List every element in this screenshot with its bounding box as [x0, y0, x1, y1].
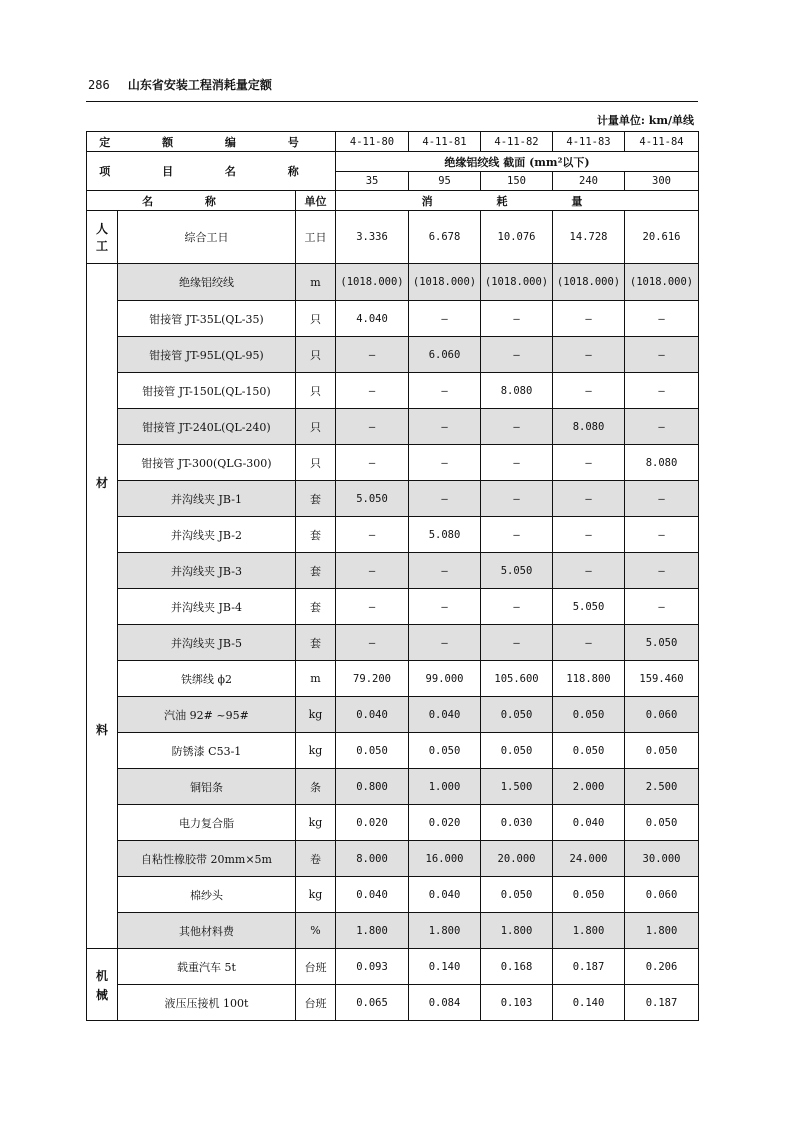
item-unit: m: [296, 264, 336, 301]
item-name: 绝缘铝绞线: [118, 264, 296, 301]
table-row: [87, 985, 699, 1021]
value-cell: —: [336, 553, 409, 589]
value-cell: 1.800: [481, 913, 553, 949]
labor-category-char: 人: [95, 222, 108, 236]
value-cell: 1.800: [625, 913, 699, 949]
value-cell: 16.000: [409, 841, 481, 877]
value-cell: 2.500: [625, 769, 699, 805]
item-unit: 只: [296, 301, 336, 337]
value-cell: —: [336, 445, 409, 481]
value-cell: 1.800: [553, 913, 625, 949]
material-category-char: 材: [95, 476, 108, 490]
value-cell: 0.040: [553, 805, 625, 841]
code-cell: 4-11-84: [625, 132, 699, 152]
value-cell: 0.187: [553, 949, 625, 985]
table-row: [87, 949, 699, 985]
item-name: 综合工日: [118, 211, 296, 264]
value-cell: 8.080: [625, 445, 699, 481]
table-row: [87, 264, 699, 301]
item-unit: 工日: [296, 211, 336, 264]
item-name: 其他材料费: [118, 913, 296, 949]
table-row: [87, 733, 699, 769]
value-cell: 0.065: [336, 985, 409, 1021]
value-cell: 0.040: [336, 697, 409, 733]
item-title: 绝缘铝绞线 截面 (mm²以下): [336, 152, 699, 172]
value-cell: 0.050: [625, 733, 699, 769]
item-unit: 卷: [296, 841, 336, 877]
item-unit: 套: [296, 553, 336, 589]
table-row: [87, 445, 699, 481]
value-cell: —: [336, 625, 409, 661]
value-cell: 0.140: [409, 949, 481, 985]
item-unit: 只: [296, 337, 336, 373]
table-row: [87, 481, 699, 517]
value-cell: 0.140: [553, 985, 625, 1021]
value-cell: —: [553, 445, 625, 481]
item-unit: kg: [296, 805, 336, 841]
item-unit: kg: [296, 733, 336, 769]
value-cell: —: [481, 301, 553, 337]
col-consume-header: 消 耗 量: [336, 191, 699, 211]
value-cell: 0.050: [553, 697, 625, 733]
value-cell: 0.060: [625, 697, 699, 733]
value-cell: 0.040: [409, 697, 481, 733]
quota-table: [86, 131, 699, 1021]
value-cell: 0.187: [625, 985, 699, 1021]
value-cell: 6.060: [409, 337, 481, 373]
value-cell: —: [553, 373, 625, 409]
value-cell: —: [625, 553, 699, 589]
item-name: 并沟线夹 JB-1: [118, 481, 296, 517]
value-cell: —: [481, 517, 553, 553]
value-cell: 6.678: [409, 211, 481, 264]
value-cell: 4.040: [336, 301, 409, 337]
value-cell: (1018.000): [553, 264, 625, 301]
table-row: [87, 589, 699, 625]
item-name: 钳接管 JT-240L(QL-240): [118, 409, 296, 445]
item-name: 并沟线夹 JB-4: [118, 589, 296, 625]
table-row: [87, 211, 699, 264]
item-unit: 只: [296, 445, 336, 481]
value-cell: —: [409, 445, 481, 481]
item-name: 铁绑线 ϕ2: [118, 661, 296, 697]
value-cell: —: [625, 517, 699, 553]
value-cell: 0.050: [553, 877, 625, 913]
item-name: 钳接管 JT-35L(QL-35): [118, 301, 296, 337]
book-title: 山东省安装工程消耗量定额: [127, 78, 272, 92]
item-unit: 只: [296, 409, 336, 445]
value-cell: —: [409, 553, 481, 589]
value-cell: 159.460: [625, 661, 699, 697]
item-name: 汽油 92# ~95#: [118, 697, 296, 733]
value-cell: 0.050: [625, 805, 699, 841]
value-cell: —: [481, 337, 553, 373]
value-cell: 0.206: [625, 949, 699, 985]
item-unit: 只: [296, 373, 336, 409]
value-cell: 0.050: [553, 733, 625, 769]
table-row: [87, 337, 699, 373]
table-row: [87, 841, 699, 877]
section-cell: 95: [409, 172, 481, 191]
value-cell: 5.050: [553, 589, 625, 625]
item-title-row: [87, 152, 699, 172]
item-unit: m: [296, 661, 336, 697]
value-cell: 0.093: [336, 949, 409, 985]
unit-note: 计量单位: km/单线: [596, 114, 694, 127]
value-cell: 0.020: [336, 805, 409, 841]
value-cell: —: [336, 373, 409, 409]
item-name: 并沟线夹 JB-3: [118, 553, 296, 589]
value-cell: 0.020: [409, 805, 481, 841]
item-name: 并沟线夹 JB-2: [118, 517, 296, 553]
value-cell: (1018.000): [336, 264, 409, 301]
value-cell: 0.168: [481, 949, 553, 985]
value-cell: —: [336, 337, 409, 373]
value-cell: —: [409, 301, 481, 337]
table-row: [87, 625, 699, 661]
value-cell: 1.000: [409, 769, 481, 805]
value-cell: 20.616: [625, 211, 699, 264]
value-cell: —: [336, 409, 409, 445]
table-row: [87, 805, 699, 841]
value-cell: 79.200: [336, 661, 409, 697]
labor-category: [87, 211, 118, 264]
value-cell: 5.050: [625, 625, 699, 661]
value-cell: 10.076: [481, 211, 553, 264]
code-cell: 4-11-83: [553, 132, 625, 152]
item-name: 电力复合脂: [118, 805, 296, 841]
value-cell: 118.800: [553, 661, 625, 697]
value-cell: —: [409, 373, 481, 409]
value-cell: 20.000: [481, 841, 553, 877]
table-row: [87, 697, 699, 733]
col-unit-header: 单位: [296, 191, 336, 211]
value-cell: —: [336, 517, 409, 553]
item-unit: 套: [296, 625, 336, 661]
col-name-header: 名 称: [87, 191, 296, 211]
item-unit: 套: [296, 589, 336, 625]
item-unit: 套: [296, 517, 336, 553]
value-cell: 1.500: [481, 769, 553, 805]
material-category: [87, 264, 118, 949]
code-cell: 4-11-82: [481, 132, 553, 152]
value-cell: 0.030: [481, 805, 553, 841]
machine-category-char: 械: [95, 987, 108, 1002]
table-row: [87, 877, 699, 913]
table-row: [87, 661, 699, 697]
item-name: 钳接管 JT-300(QLG-300): [118, 445, 296, 481]
item-name: 并沟线夹 JB-5: [118, 625, 296, 661]
item-name: 钳接管 JT-150L(QL-150): [118, 373, 296, 409]
table-row: [87, 373, 699, 409]
value-cell: —: [553, 517, 625, 553]
value-cell: —: [481, 481, 553, 517]
value-cell: 2.000: [553, 769, 625, 805]
value-cell: 8.080: [481, 373, 553, 409]
value-cell: —: [409, 409, 481, 445]
value-cell: —: [409, 625, 481, 661]
table-row: [87, 913, 699, 949]
item-label: 项 目 名 称: [87, 152, 336, 191]
column-header-row: [87, 191, 699, 211]
item-unit: %: [296, 913, 336, 949]
item-name: 铜铝条: [118, 769, 296, 805]
value-cell: 0.050: [481, 697, 553, 733]
value-cell: —: [553, 625, 625, 661]
value-cell: —: [409, 481, 481, 517]
value-cell: 1.800: [336, 913, 409, 949]
page-header: [88, 76, 272, 93]
value-cell: —: [481, 625, 553, 661]
value-cell: (1018.000): [481, 264, 553, 301]
section-cell: 240: [553, 172, 625, 191]
value-cell: 0.084: [409, 985, 481, 1021]
table-row: [87, 301, 699, 337]
value-cell: 0.103: [481, 985, 553, 1021]
value-cell: 0.050: [336, 733, 409, 769]
item-name: 液压压接机 100t: [118, 985, 296, 1021]
value-cell: —: [625, 373, 699, 409]
value-cell: —: [625, 481, 699, 517]
value-cell: 3.336: [336, 211, 409, 264]
value-cell: 0.050: [409, 733, 481, 769]
item-unit: 台班: [296, 949, 336, 985]
value-cell: —: [481, 445, 553, 481]
value-cell: —: [553, 301, 625, 337]
value-cell: 5.080: [409, 517, 481, 553]
value-cell: 1.800: [409, 913, 481, 949]
item-name: 自粘性橡胶带 20mm×5m: [118, 841, 296, 877]
value-cell: 5.050: [481, 553, 553, 589]
labor-category-char: 工: [95, 239, 108, 253]
value-cell: —: [625, 409, 699, 445]
value-cell: —: [553, 553, 625, 589]
table-row: [87, 517, 699, 553]
material-category-char: 料: [95, 723, 108, 737]
value-cell: 30.000: [625, 841, 699, 877]
value-cell: 0.050: [481, 733, 553, 769]
code-cell: 4-11-80: [336, 132, 409, 152]
item-unit: kg: [296, 877, 336, 913]
machine-category-char: 机: [95, 968, 108, 983]
value-cell: (1018.000): [625, 264, 699, 301]
value-cell: —: [625, 301, 699, 337]
value-cell: —: [625, 589, 699, 625]
machine-category: [87, 949, 118, 1021]
table-row: [87, 409, 699, 445]
value-cell: 0.800: [336, 769, 409, 805]
value-cell: 105.600: [481, 661, 553, 697]
header-rule: [86, 101, 698, 102]
value-cell: 24.000: [553, 841, 625, 877]
page-number: 286: [88, 78, 110, 92]
item-name: 钳接管 JT-95L(QL-95): [118, 337, 296, 373]
value-cell: (1018.000): [409, 264, 481, 301]
code-cell: 4-11-81: [409, 132, 481, 152]
value-cell: 0.050: [481, 877, 553, 913]
code-label: 定 额 编 号: [87, 132, 336, 152]
table-row: [87, 553, 699, 589]
value-cell: 8.000: [336, 841, 409, 877]
value-cell: —: [409, 589, 481, 625]
value-cell: —: [336, 589, 409, 625]
section-cell: 150: [481, 172, 553, 191]
value-cell: 0.040: [336, 877, 409, 913]
value-cell: 0.060: [625, 877, 699, 913]
value-cell: —: [553, 337, 625, 373]
section-cell: 35: [336, 172, 409, 191]
value-cell: 14.728: [553, 211, 625, 264]
value-cell: 8.080: [553, 409, 625, 445]
value-cell: 5.050: [336, 481, 409, 517]
item-unit: 条: [296, 769, 336, 805]
value-cell: —: [625, 337, 699, 373]
item-unit: kg: [296, 697, 336, 733]
item-name: 防锈漆 C53-1: [118, 733, 296, 769]
table-row: [87, 769, 699, 805]
value-cell: —: [481, 409, 553, 445]
item-name: 载重汽车 5t: [118, 949, 296, 985]
item-unit: 台班: [296, 985, 336, 1021]
code-row: [87, 132, 699, 152]
item-unit: 套: [296, 481, 336, 517]
item-name: 棉纱头: [118, 877, 296, 913]
value-cell: —: [481, 589, 553, 625]
value-cell: —: [553, 481, 625, 517]
value-cell: 99.000: [409, 661, 481, 697]
value-cell: 0.040: [409, 877, 481, 913]
section-cell: 300: [625, 172, 699, 191]
